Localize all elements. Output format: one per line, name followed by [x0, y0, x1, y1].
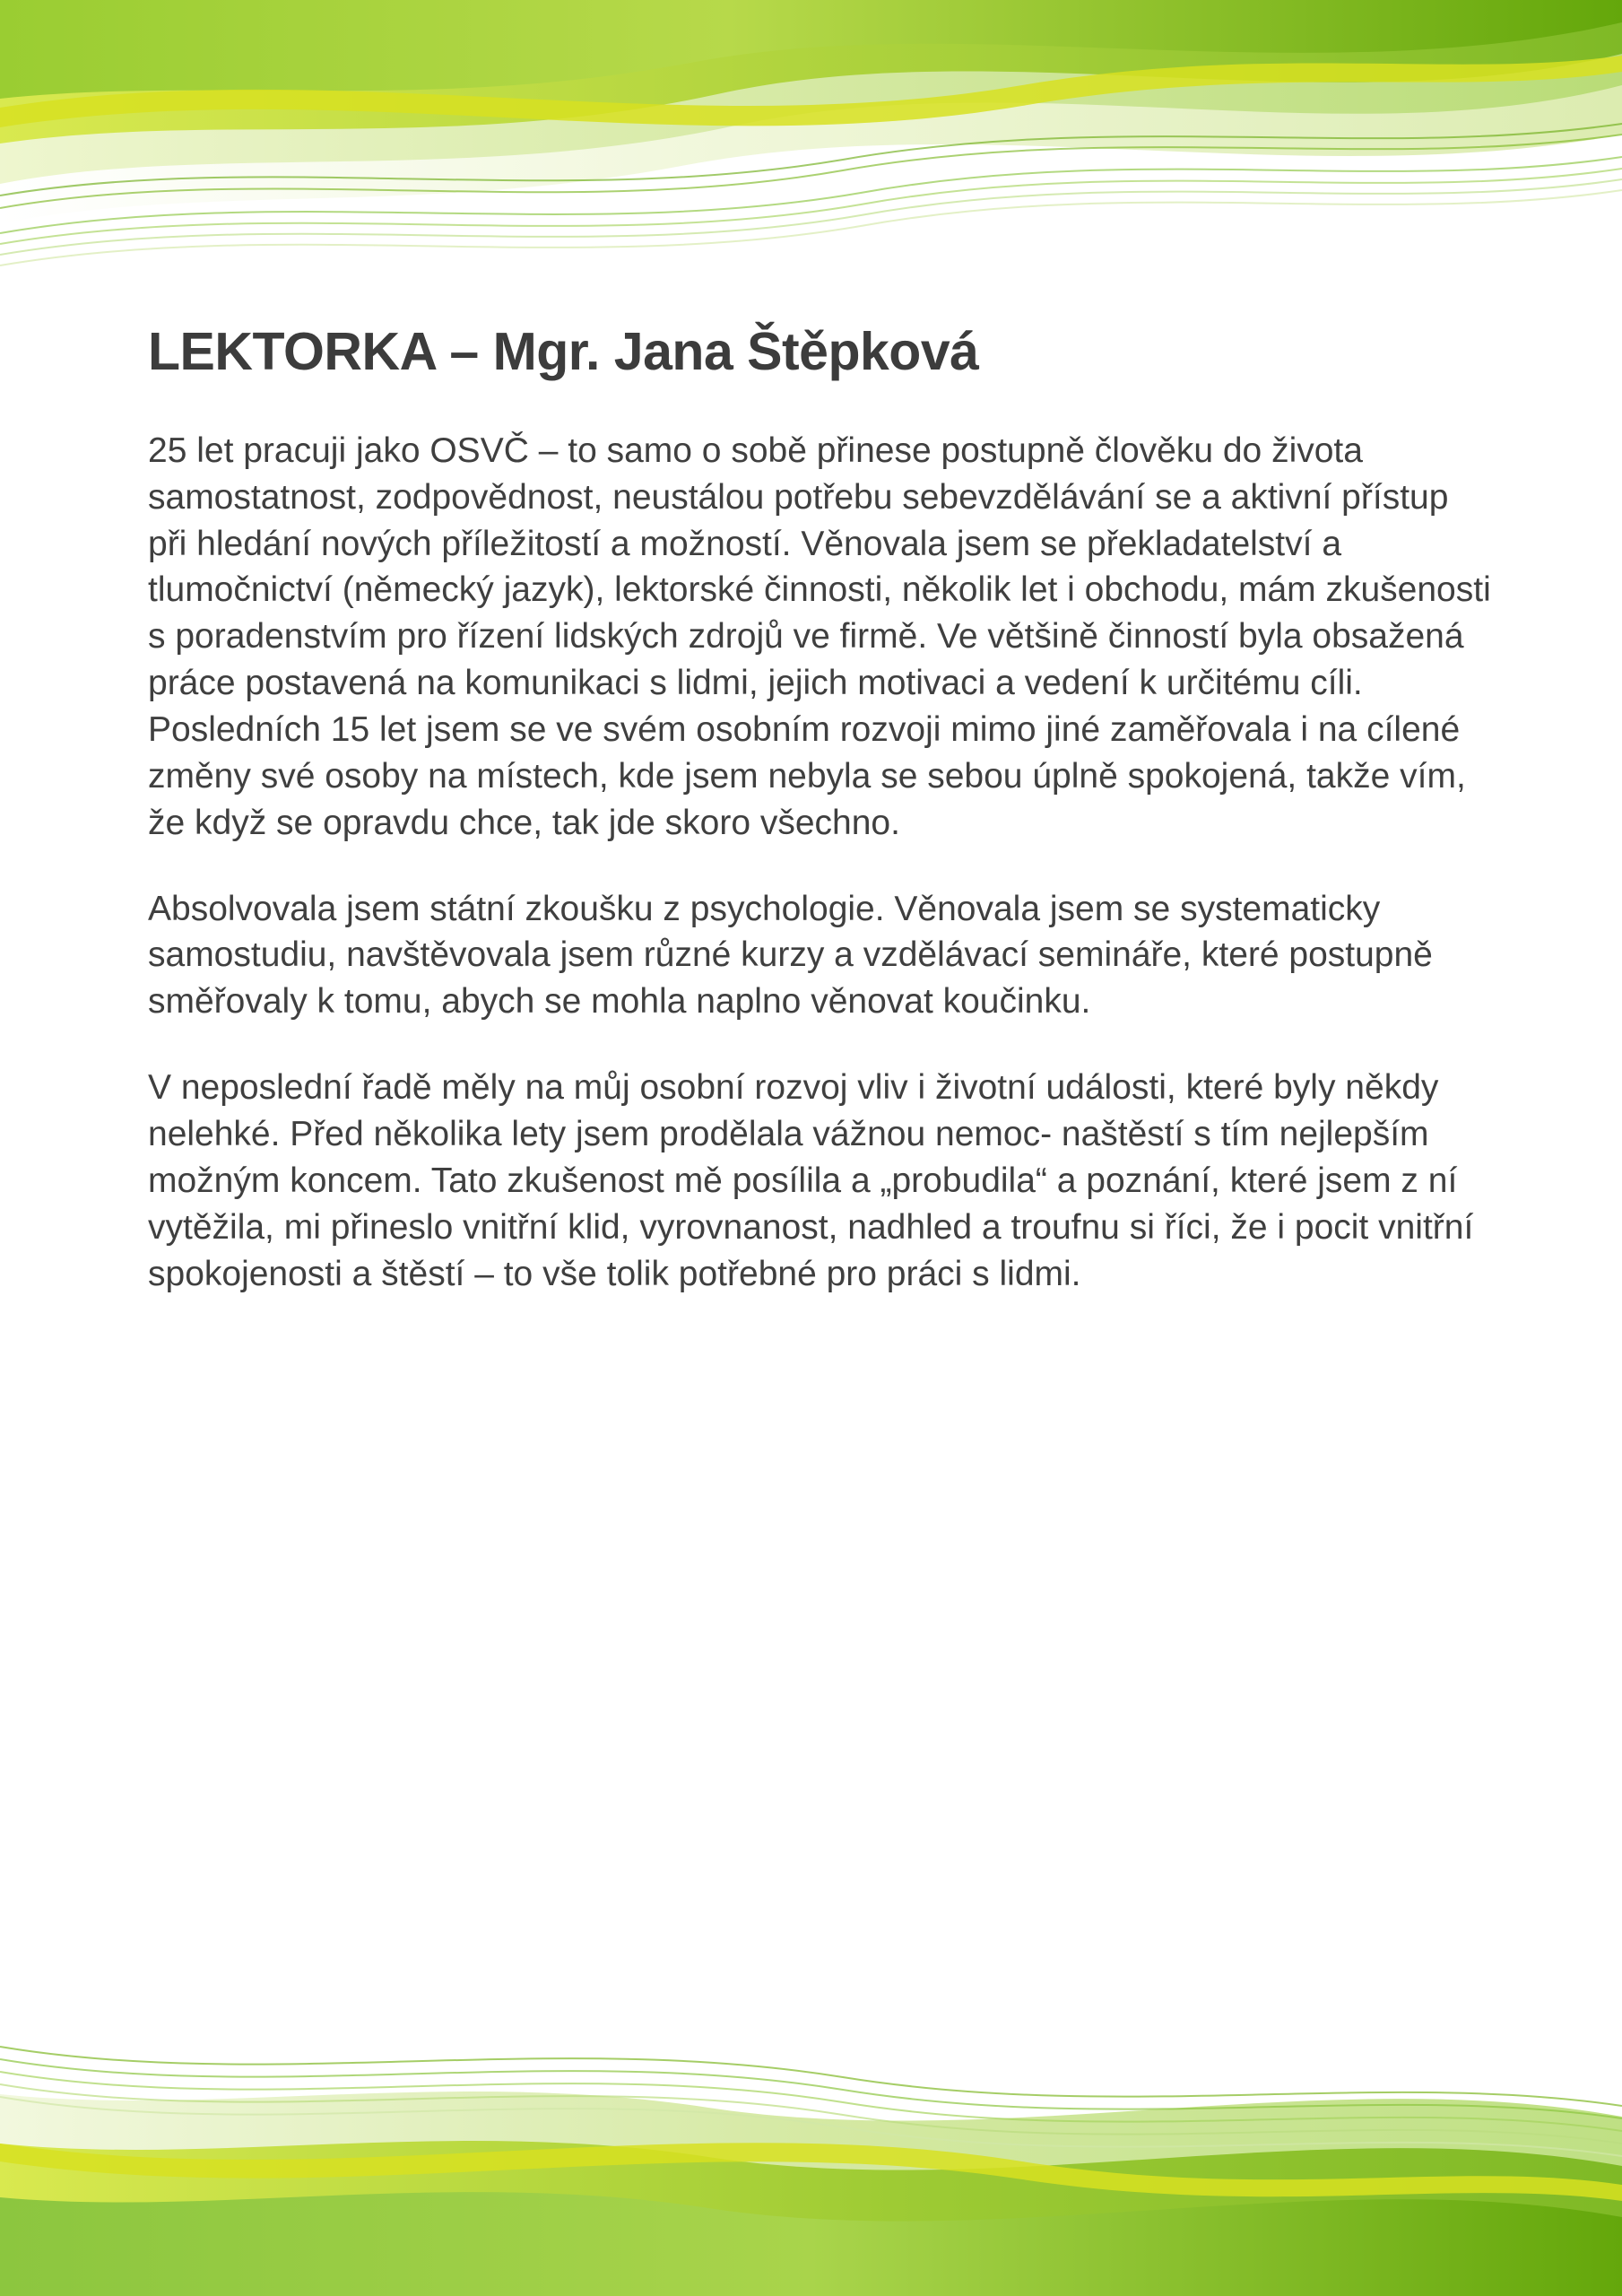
paragraph-3: V neposlední řadě měly na můj osobní rozvoj vliv i životní události, které byly někdy nelehké. Před několika lety jsem prodělala vážnou nemoc- naštěstí s tím nejlepším možným koncem. Tato zkušenost mě posílila a „probudila“ a poznání, které jsem z ní vytěžila, mi přineslo vnitřní klid, vyrovnanost, nadhled a troufnu si říci, že i pocit vnitřní spokojenosti a štěstí – to vše tolik potřebné pro práci s lidmi.: [148, 1068, 1474, 1293]
paragraph-1: 25 let pracuji jako OSVČ – to samo o sobě přinese postupně člověku do života samostatnost, zodpovědnost, neustálou potřebu sebevzdělávání se a aktivní přístup při hledání nových příležitostí a možností. Věnovala jsem se překladatelství a tlumočnictví (německý jazyk), lektorské činnosti, několik let i obchodu, mám zkušenosti s poradenstvím pro řízení lidských zdrojů ve firmě. Ve většině činností byla obsažená práce postavená na komunikaci s lidmi, jejich motivaci a vedení k určitému cíli. Posledních 15 let jsem se ve svém osobním rozvoji mimo jiné zaměřovala i na cílené změny své osoby na místech, kde jsem nebyla se sebou úplně spokojená, takže vím, že když se opravdu chce, tak jde skoro všechno.: [148, 430, 1491, 842]
page-title: LEKTORKA – Mgr. Jana Štěpková: [148, 322, 979, 381]
paragraph-2: Absolvovala jsem státní zkoušku z psychologie. Věnovala jsem se systematicky samostudiu, navštěvovala jsem různé kurzy a vzdělávací semináře, které postupně směřovaly k tomu, abych se mohla naplno věnovat koučinku.: [148, 889, 1433, 1022]
